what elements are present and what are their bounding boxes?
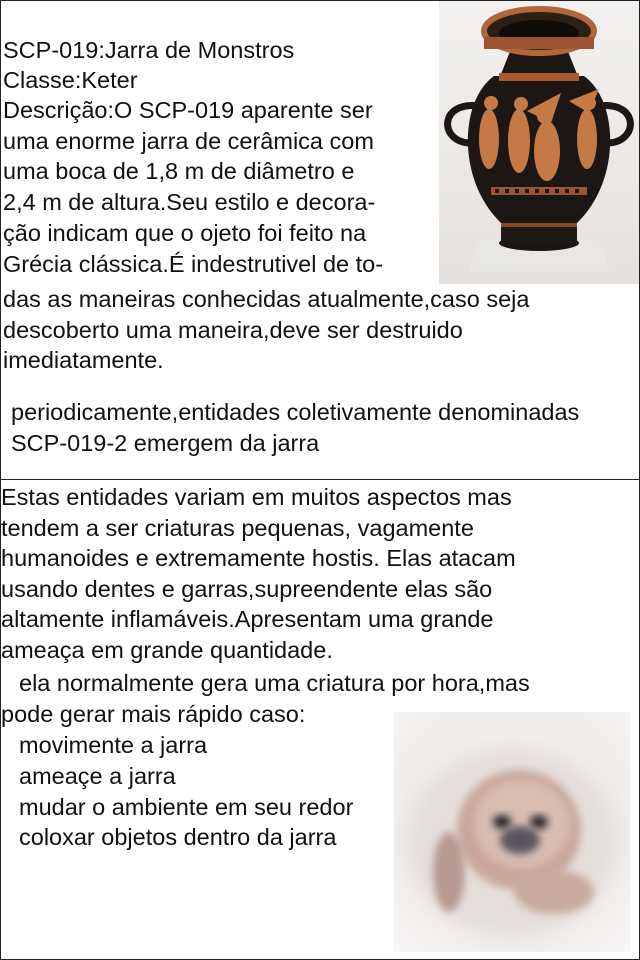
text-line: ameaça em grande quantidade. [1,637,333,663]
trigger-item: movimente a jarra [19,732,208,758]
text-line: Grécia clássica.É indestrutivel de to- [3,251,384,277]
text-line: ção indicam que o ojeto foi feito na [3,220,367,246]
text-line: Classe:Keter [3,67,138,93]
text-line: uma boca de 1,8 m de diâmetro e [3,158,355,184]
text-line: das as maneiras conhecidas atualmente,caso seja [3,286,530,312]
text-line: imediatamente. [3,347,164,373]
text-line: descoberto uma maneira,deve ser destruido [3,317,463,343]
text-line: 2,4 m de altura.Seu estilo e decora- [3,189,376,215]
blurry-creature-photo [394,712,630,952]
text-line: humanoides e extremamente hostis. Elas atacam [1,545,516,571]
text-line: SCP-019-2 emergem da jarra [11,430,320,456]
text-line: Descrição:O SCP-019 aparente ser [3,97,373,123]
text-line: SCP-019:Jarra de Monstros [3,37,295,63]
text-line: Estas entidades variam em muitos aspectos mas [1,484,512,510]
trigger-item: mudar o ambiente em seu redor [19,794,354,820]
text-line: periodicamente,entidades coletivamente denominadas [11,399,580,425]
bottom-panel [0,479,640,960]
text-line: uma enorme jarra de cerâmica com [3,128,374,154]
text-line: altamente inflamáveis.Apresentam uma grande [1,606,494,632]
text-line: pode gerar mais rápido caso: [1,701,306,727]
text-line: usando dentes e garras,supreendente elas são [1,576,493,602]
text-line: tendem a ser criaturas pequenas, vagamente [1,515,474,541]
trigger-item: coloxar objetos dentro da jarra [19,824,337,850]
trigger-item: ameaçe a jarra [19,763,176,789]
text-line: ela normalmente gera uma criatura por hora,mas [19,670,530,696]
greek-vase-photo [439,1,639,284]
